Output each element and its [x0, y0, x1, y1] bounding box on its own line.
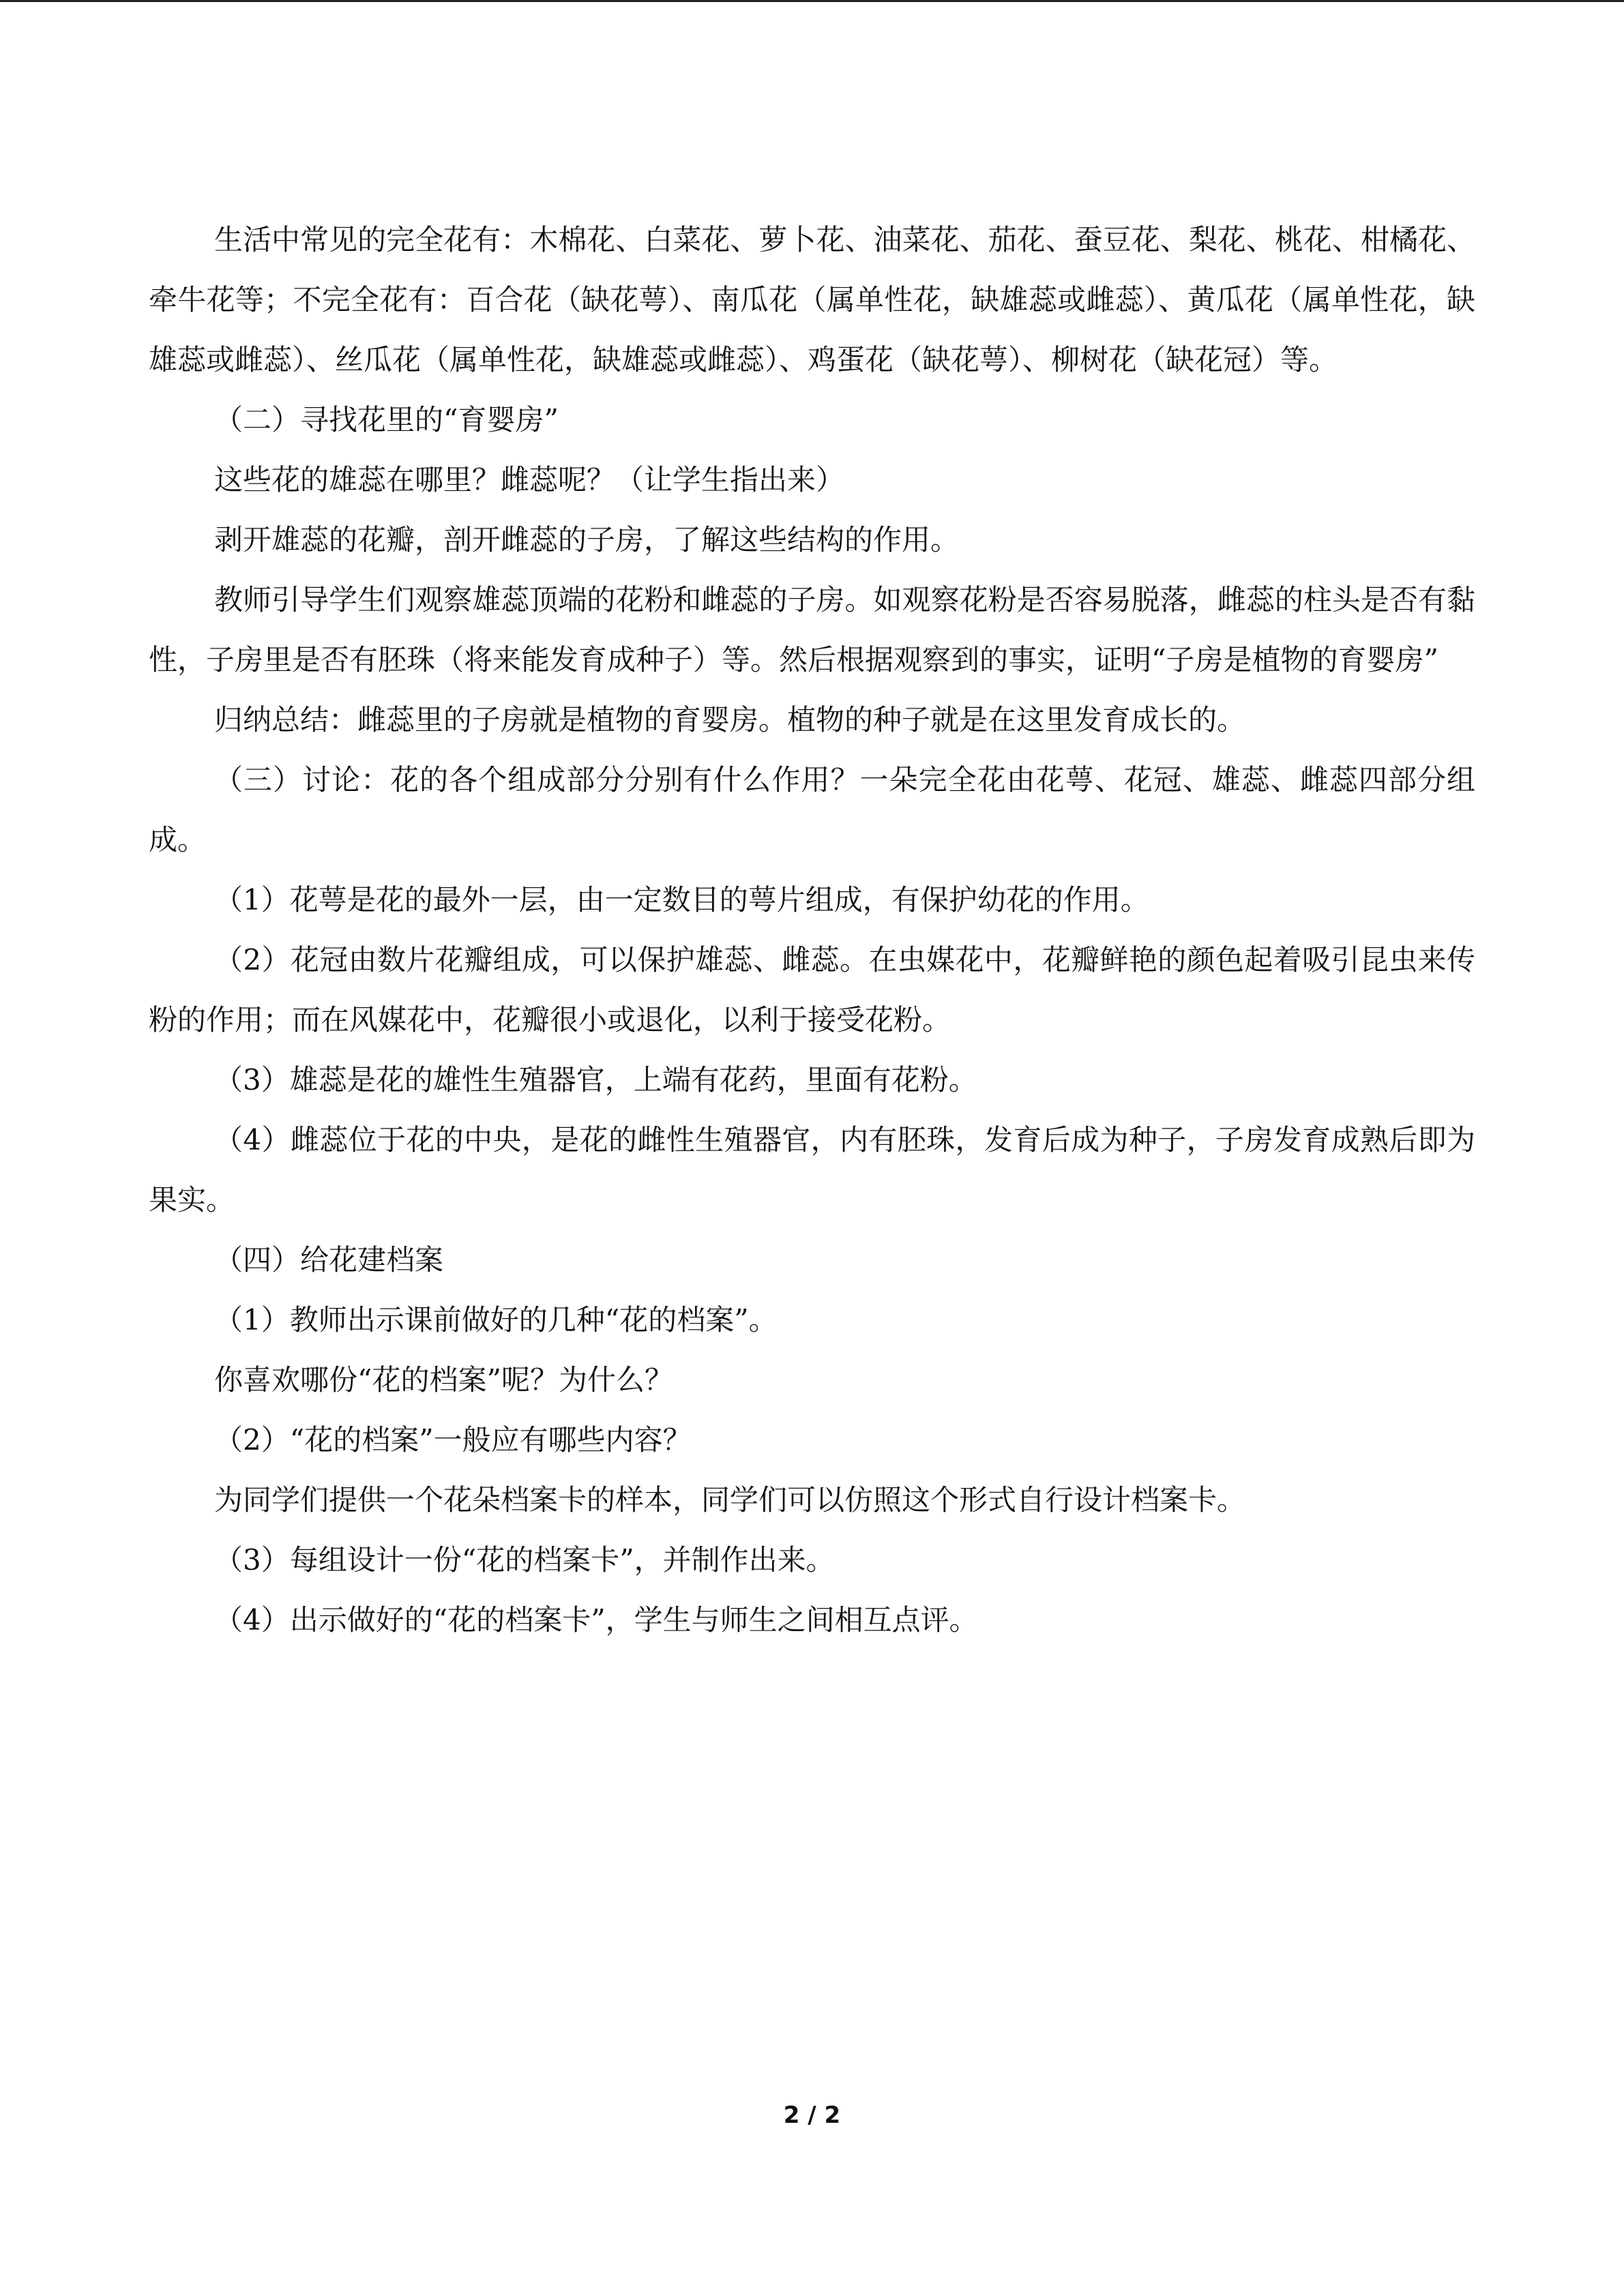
paragraph-sample-card: 为同学们提供一个花朵档案卡的样本，同学们可以仿照这个形式自行设计档案卡。: [214, 1483, 1246, 1517]
paragraph-summary: 归纳总结：雌蕊里的子房就是植物的育婴房。植物的种子就是在这里发育成长的。: [214, 703, 1246, 736]
paragraph-observe: 教师引导学生们观察雄蕊顶端的花粉和雌蕊的子房。如观察花粉是否容易脱落，雌蕊的柱头是否有黏性，子房里是否有胚珠（将来能发育成种子）等。然后根据观察到的事实，证明“子房是植物的育婴房”: [149, 583, 1475, 676]
paragraph-flower-types: 生活中常见的完全花有：木棉花、白菜花、萝卜花、油菜花、茄花、蚕豆花、梨花、桃花、柑橘花、牵牛花等；不完全花有：百合花（缺花萼）、南瓜花（属单性花，缺雄蕊或雌蕊）、黄瓜花（属单性花，缺雄蕊或雌蕊）、丝瓜花（属单性花，缺雄蕊或雌蕊）、鸡蛋花（缺花萼）、柳树花（缺花冠）等。: [149, 223, 1475, 376]
list-item-pistil: （4）雌蕊位于花的中央，是花的雌性生殖器官，内有胚珠，发育后成为种子，子房发育成熟后即为果实。: [149, 1123, 1475, 1217]
list-item-show-archives: （1）教师出示课前做好的几种“花的档案”。: [214, 1303, 778, 1337]
list-item-review-card: （4）出示做好的“花的档案卡”，学生与师生之间相互点评。: [214, 1603, 978, 1637]
body-text: [149, 210, 1475, 1650]
list-item-corolla: （2）花冠由数片花瓣组成，可以保护雄蕊、雌蕊。在虫媒花中，花瓣鲜艳的颜色起着吸引昆虫来传粉的作用；而在风媒花中，花瓣很小或退化，以利于接受花粉。: [149, 943, 1475, 1037]
paragraph-preference: 你喜欢哪份“花的档案”呢？为什么？: [214, 1363, 673, 1397]
paragraph-dissect: 剥开雄蕊的花瓣，剖开雌蕊的子房，了解这些结构的作用。: [214, 523, 960, 556]
section-heading-2: （二）寻找花里的“育婴房”: [214, 403, 559, 436]
list-item-stamen: （3）雄蕊是花的雄性生殖器官，上端有花药，里面有花粉。: [214, 1063, 977, 1097]
page-number: 2 / 2: [783, 2102, 841, 2129]
list-item-sepal: （1）花萼是花的最外一层，由一定数目的萼片组成，有保护幼花的作用。: [214, 883, 1149, 916]
section-heading-3: （三）讨论：花的各个组成部分分别有什么作用？一朵完全花由花萼、花冠、雄蕊、雌蕊四部分组成。: [149, 763, 1475, 856]
section-heading-4: （四）给花建档案: [214, 1243, 444, 1277]
top-border-line: [0, 0, 1624, 2]
paragraph-question: 这些花的雄蕊在哪里？雌蕊呢？（让学生指出来）: [214, 463, 845, 496]
list-item-design-card: （3）每组设计一份“花的档案卡”，并制作出来。: [214, 1543, 835, 1577]
list-item-archive-contents: （2）“花的档案”一般应有哪些内容？: [214, 1423, 692, 1457]
